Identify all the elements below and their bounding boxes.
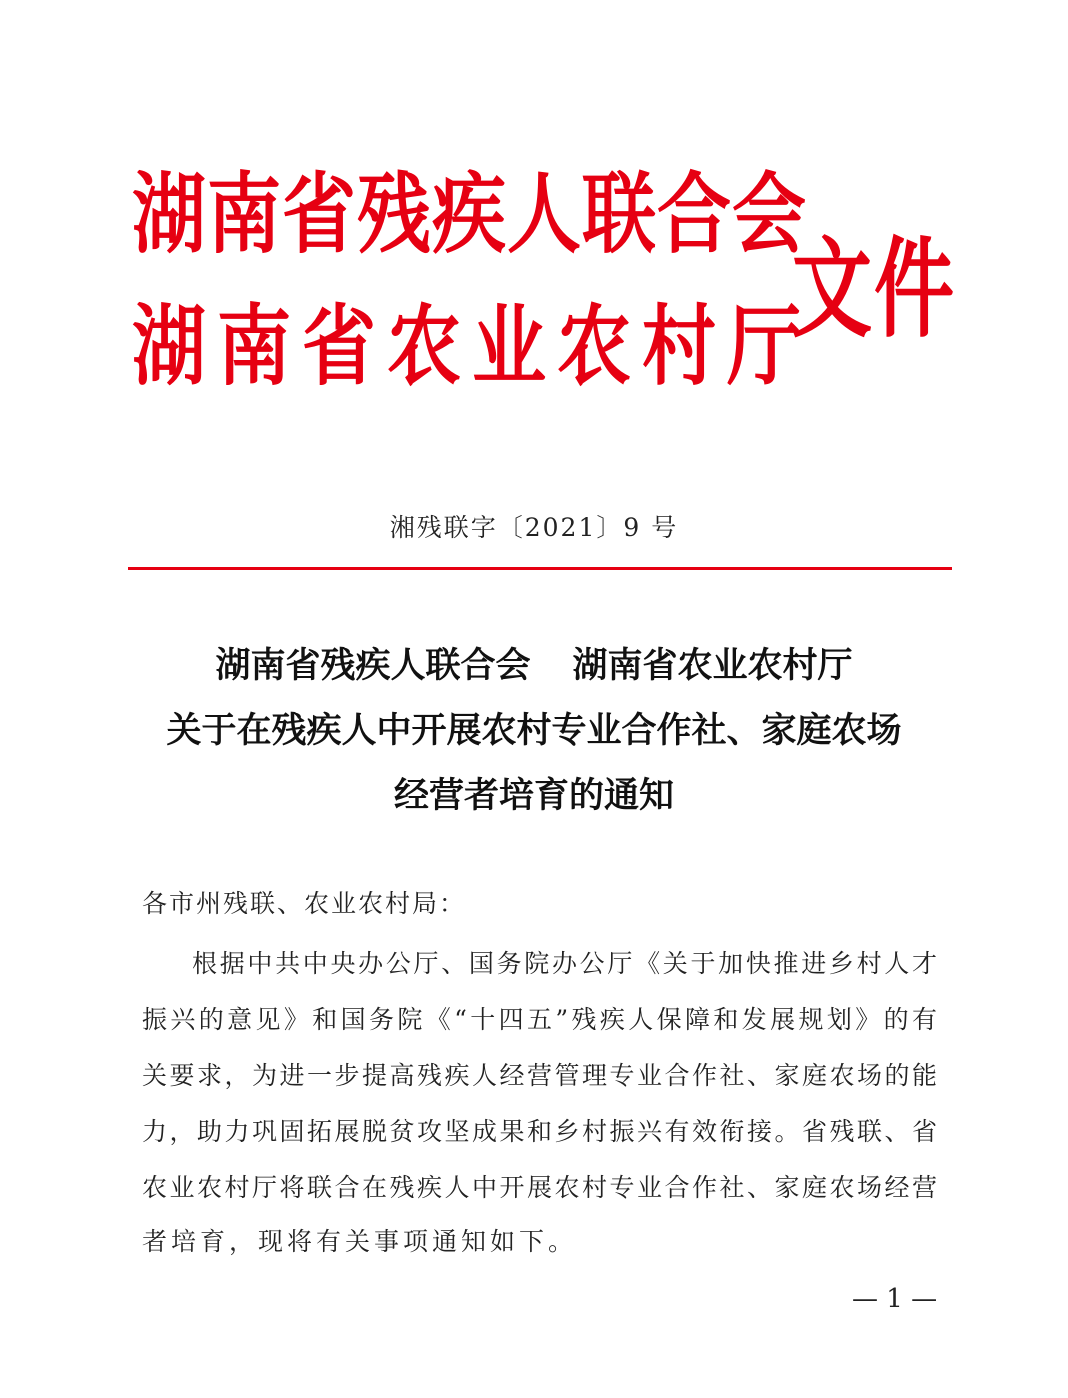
title-line-1: [0, 638, 1068, 688]
body-line-6: 者培育，现将有关事项通知如下。: [142, 1227, 578, 1256]
page-number: — 1 —: [852, 1284, 938, 1314]
red-masthead: [132, 150, 956, 420]
body-line-2: 振兴的意见》和国务院《“十四五”残疾人保障和发展规划》的有: [142, 1005, 938, 1034]
title-line-3: 经营者培育的通知: [393, 775, 674, 816]
masthead-org-line-2: 湖南省农业农村厅: [132, 296, 812, 398]
body-line-3: 关要求，为进一步提高残疾人经营管理专业合作社、家庭农场的能: [142, 1061, 938, 1090]
title-issuer-1: 湖南省残疾人联合会: [215, 645, 531, 686]
masthead-document-suffix: 文件: [792, 226, 956, 353]
document-number: 湘残联字〔2021〕9 号: [389, 513, 679, 542]
red-divider-line: [128, 567, 952, 570]
masthead-org-line-1: 湖南省残疾人联合会: [132, 164, 807, 266]
body-line-5: 农业农村厅将联合在残疾人中开展农村专业合作社、家庭农场经营: [142, 1173, 938, 1202]
body-line-4: 力，助力巩固拓展脱贫攻坚成果和乡村振兴有效衔接。省残联、省: [142, 1117, 938, 1146]
body-line-1: 根据中共中央办公厅、国务院办公厅《关于加快推进乡村人才: [192, 949, 938, 978]
title-line-2: 关于在残疾人中开展农村专业合作社、家庭农场: [166, 710, 902, 751]
title-issuer-2: 湖南省农业农村厅: [572, 645, 853, 686]
salutation: 各市州残联、农业农村局：: [142, 889, 467, 918]
